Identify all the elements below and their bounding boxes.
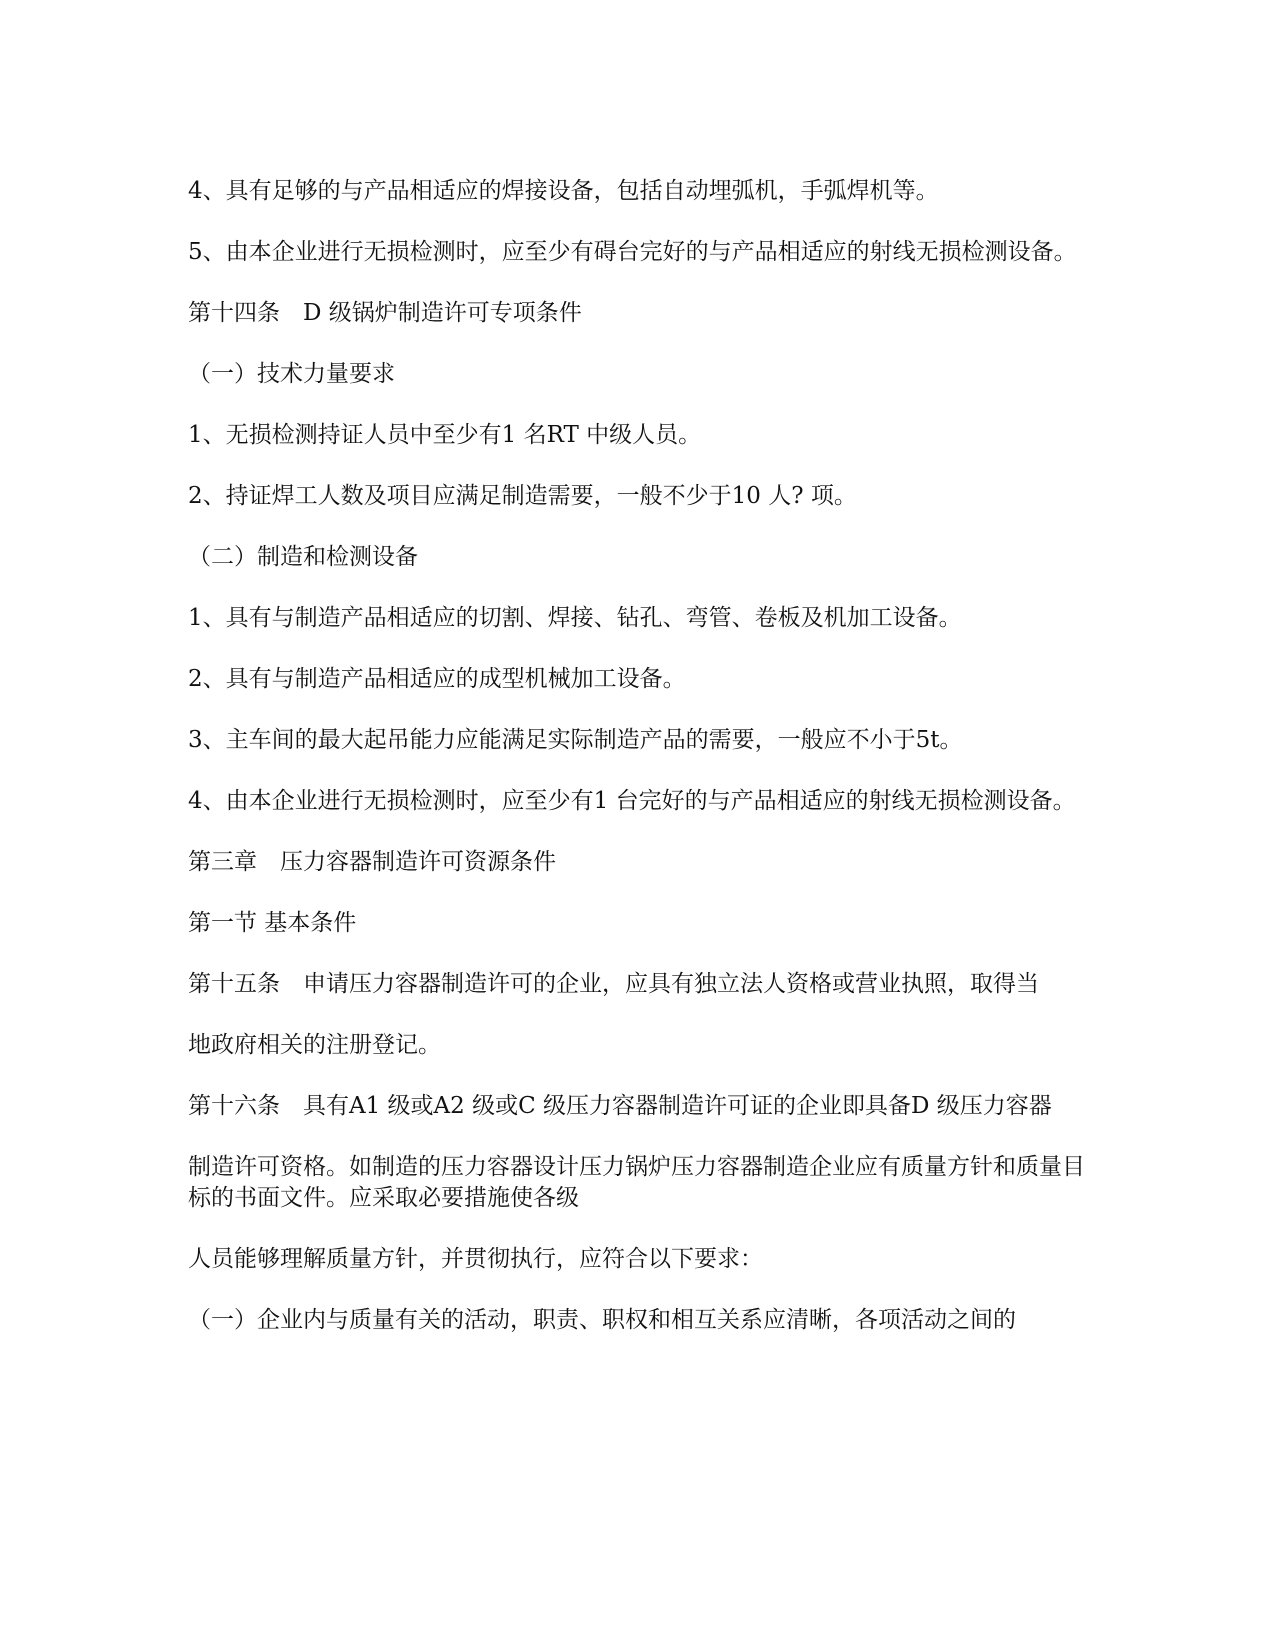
- quality-policy-paragraph: 制造许可资格。如制造的压力容器设计压力锅炉压力容器制造企业应有质量方针和质量目标的书面文件。应采取必要措施使各级: [188, 1154, 1085, 1211]
- section-technical-requirements: （一）技术力量要求: [188, 361, 395, 387]
- section-1-heading: 第一节 基本条件: [188, 910, 357, 936]
- paragraph-radiographic-equipment: 4、由本企业进行无损检测时，应至少有1 台完好的与产品相适应的射线无损检测设备。: [188, 788, 1076, 814]
- section-manufacturing-equipment: （二）制造和检测设备: [188, 544, 418, 570]
- document-body: [188, 176, 1098, 1366]
- paragraph-machining-equipment: 1、具有与制造产品相适应的切割、焊接、钻孔、弯管、卷板及机加工设备。: [188, 605, 962, 631]
- quality-activities-paragraph: （一）企业内与质量有关的活动，职责、职权和相互关系应清晰，各项活动之间的: [188, 1307, 1016, 1333]
- chapter-3-heading: 第三章 压力容器制造许可资源条件: [188, 849, 556, 875]
- article-15-continuation: 地政府相关的注册登记。: [188, 1032, 441, 1058]
- paragraph-certified-welders: 2、持证焊工人数及项目应满足制造需要，一般不少于10 人? 项。: [188, 483, 857, 509]
- article-15-paragraph: 第十五条 申请压力容器制造许可的企业，应具有独立法人资格或营业执照，取得当: [188, 971, 1039, 997]
- quality-policy-continuation: 人员能够理解质量方针，并贯彻执行，应符合以下要求：: [188, 1246, 763, 1272]
- article-14-heading: 第十四条 D 级锅炉制造许可专项条件: [188, 300, 582, 326]
- paragraph-rt-personnel: 1、无损检测持证人员中至少有1 名RT 中级人员。: [188, 422, 702, 448]
- paragraph-welding-equipment: 4、具有足够的与产品相适应的焊接设备，包括自动埋弧机，手弧焊机等。: [188, 178, 939, 204]
- paragraph-ndt-equipment: 5、由本企业进行无损检测时，应至少有碍台完好的与产品相适应的射线无损检测设备。: [188, 239, 1077, 265]
- article-16-paragraph: 第十六条 具有A1 级或A2 级或C 级压力容器制造许可证的企业即具备D 级压力容器: [188, 1093, 1052, 1119]
- paragraph-forming-equipment: 2、具有与制造产品相适应的成型机械加工设备。: [188, 666, 686, 692]
- paragraph-lifting-capacity: 3、主车间的最大起吊能力应能满足实际制造产品的需要，一般应不小于5t。: [188, 727, 963, 753]
